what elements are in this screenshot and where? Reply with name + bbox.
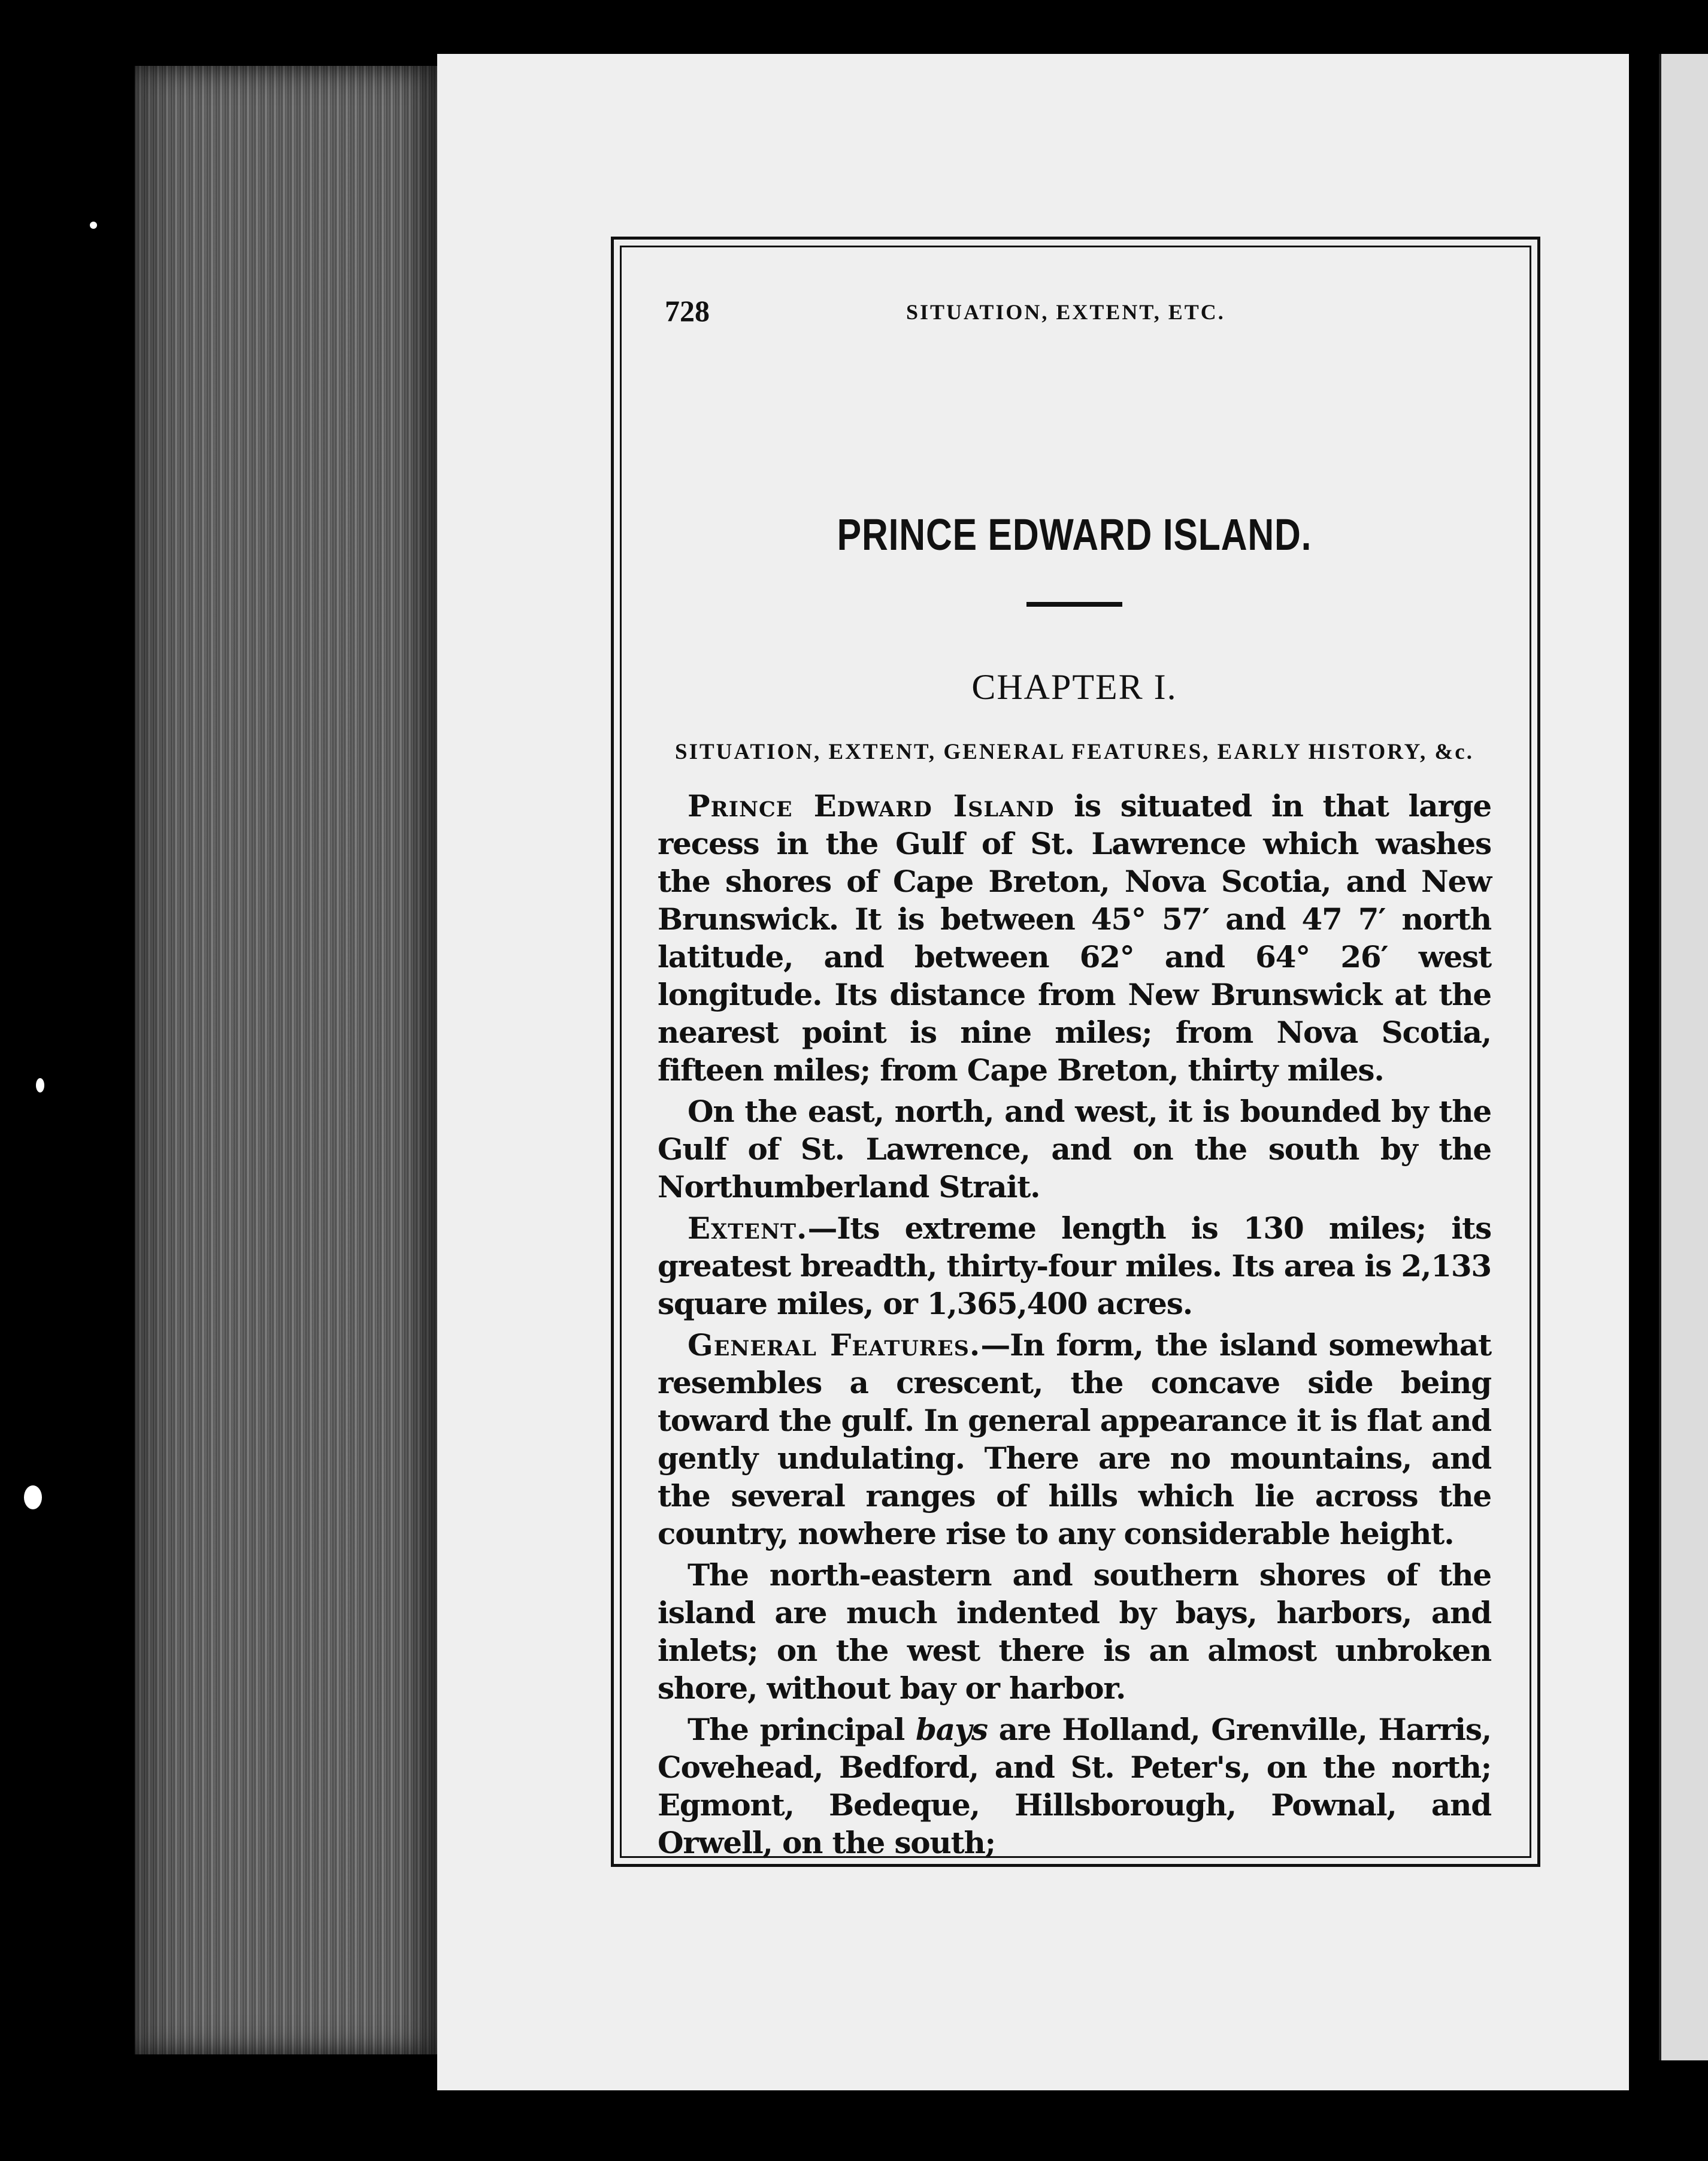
scan-speck [36,1078,44,1092]
paragraph-body: are Holland, Grenville, Harris, Covehead, Bedford, and St. Peter's, on the north; Egmont, Bedeque, Hillsborough, Pownal, and Orwell, on the south; [658,1712,1491,1860]
gutter [1629,36,1659,2108]
paragraph-lead: Prince Edward Island [688,788,1055,824]
paragraph-lead: General Features. [688,1327,981,1363]
paragraph-body: —Its extreme length is 130 miles; its greatest breadth, thirty-four miles. Its area is 2,133 square miles, or 1,365,400 acres. [658,1210,1491,1321]
paragraph-body: The principal [688,1712,916,1747]
title-rule [1026,602,1122,607]
chapter-heading: CHAPTER I. [971,667,1177,707]
running-title: SITUATION, EXTENT, ETC. [906,300,1225,324]
paragraph-lead: Extent. [688,1210,808,1246]
paragraph-bays [658,1711,1491,1862]
next-page-sliver [1659,54,1708,2060]
section-heading: SITUATION, EXTENT, GENERAL FEATURES, EARLY HISTORY, &c. [675,740,1474,764]
paragraph-boundaries: On the east, north, and west, it is bounded by the Gulf of St. Lawrence, and on the south by the Northumberland Strait. [658,1094,1491,1204]
book-fore-edge [135,66,437,2054]
paragraph-extent [658,1209,1491,1322]
paragraph-italic: bays [916,1712,988,1747]
paragraph-situation [658,787,1491,1089]
page-content [658,293,1491,1862]
province-title: PRINCE EDWARD ISLAND. [837,510,1312,559]
paragraph-general-features [658,1326,1491,1552]
paragraph-body: —In form, the island somewhat resembles a crescent, the concave side being toward the gulf. In general appearance it is flat and gently undulating. There are no mountains, and the several ranges of hills which lie across the country, nowhere rise to any considerable height. [658,1327,1492,1551]
paragraph-shores: The north-eastern and southern shores of the island are much indented by bays, harbors, and inlets; on the west there is an almost unbroken shore, without bay or harbor. [658,1557,1491,1706]
page-number: 728 [665,294,710,328]
running-head [658,293,1491,341]
paragraph-body: is situated in that large recess in the Gulf of St. Lawrence which washes the shores of Cape Breton, Nova Scotia, and New Brunswick. It is between 45° 57′ and 47 7′ north latitude, and between 62° and 64° 26′ west longitude. Its distance from New Brunswick at the nearest point is nine miles; from Nova Scotia, fifteen miles; from Cape Breton, thirty miles. [658,788,1492,1088]
scan-speck [24,1485,42,1509]
scan-speck [90,222,97,229]
